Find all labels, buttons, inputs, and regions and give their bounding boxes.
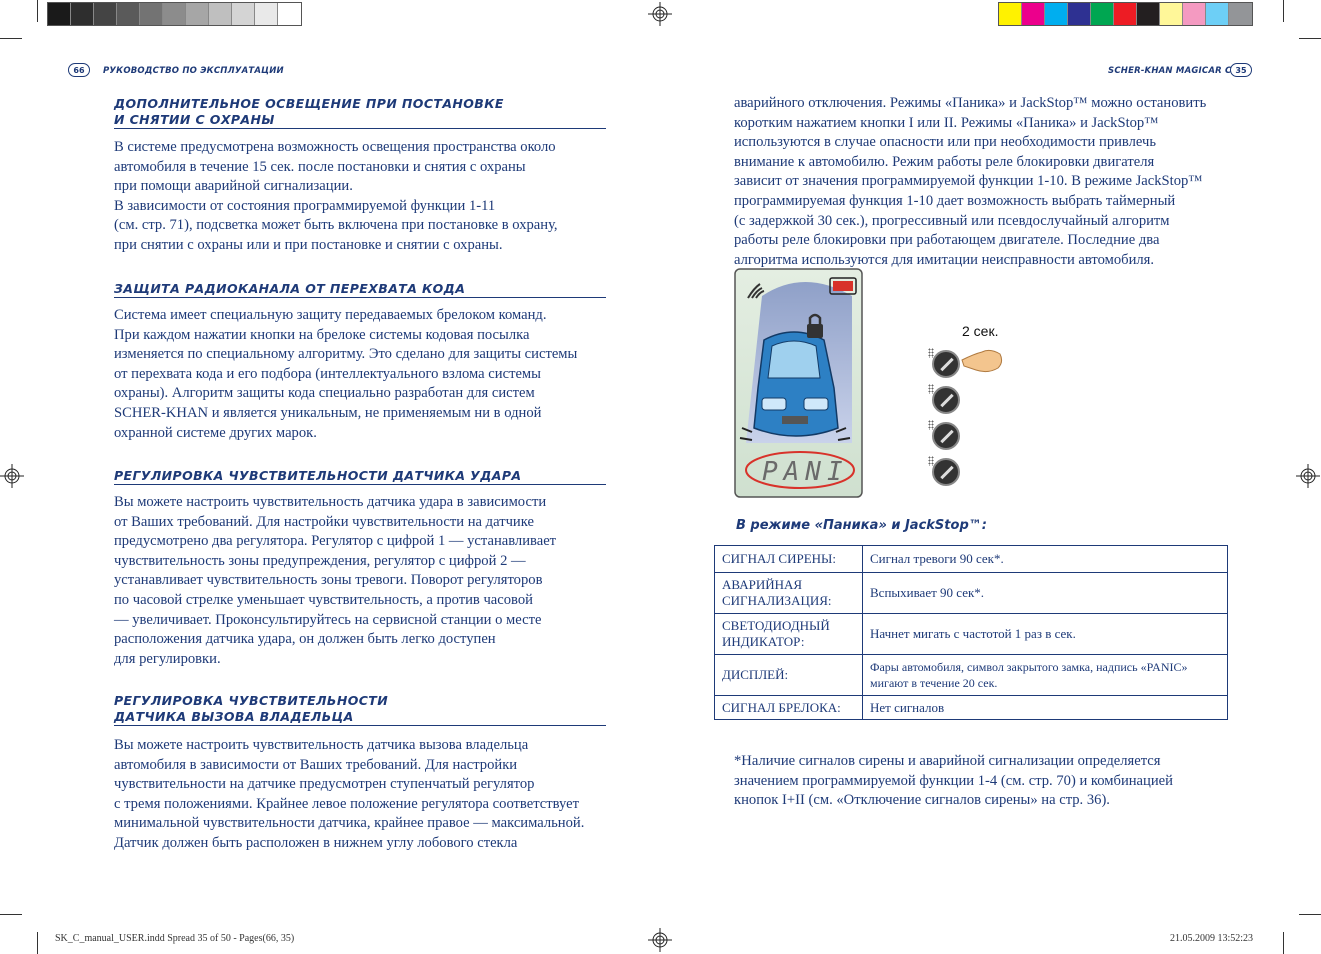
section-text: Вы можете настроить чувствительность датчика удара в зависимости от Ваших требований. Для настройки чувствительности на датчике предусмотрено два регулятора. Регулятор с цифрой 1 — устанавливает чувствительность зоны предупреждения, регулятор с цифрой 2 — устанавливает чувствительность зоны тревоги. Поворот регуляторов по часовой стрелке уменьшает чувствительность, а против часовой — увеличивает. Проконсультируйтесь на сервисной станции о месте расположения датчика удара, он должен быть легко доступен для регулировки. [114, 494, 557, 667]
registration-mark-icon [0, 464, 24, 488]
table-title: В режиме «Паника» и JackStop™: [736, 518, 987, 533]
right-page-number: 35 [1230, 63, 1252, 77]
color-swatch [209, 3, 232, 25]
color-swatch [999, 3, 1022, 25]
table-key: АВАРИЙНАЯ СИГНАЛИЗАЦИЯ: [715, 573, 863, 614]
color-swatch [71, 3, 94, 25]
table-key: СВЕТОДИОДНЫЙ ИНДИКАТОР: [715, 614, 863, 655]
section-heading: ЗАЩИТА РАДИОКАНАЛА ОТ ПЕРЕХВАТА КОДА [114, 281, 606, 298]
color-swatch [1022, 3, 1045, 25]
crop-mark [0, 38, 22, 39]
table-value: Нет сигналов [863, 696, 1228, 720]
table-value: Вспыхивает 90 сек*. [863, 573, 1228, 614]
left-page-number: 66 [68, 63, 90, 77]
registration-mark-icon [648, 2, 672, 26]
table-key: СИГНАЛ СИРЕНЫ: [715, 546, 863, 573]
color-swatch [140, 3, 163, 25]
crop-mark [1299, 914, 1321, 915]
table-row [715, 546, 1228, 573]
table-row [715, 614, 1228, 655]
fob-button-icon [932, 458, 960, 486]
fob-button-row [928, 456, 968, 490]
color-swatch [1137, 3, 1160, 25]
fob-button-icon [932, 386, 960, 414]
fob-button-row [928, 384, 968, 418]
table-key: ДИСПЛЕЙ: [715, 655, 863, 696]
fob-button-icon [932, 350, 960, 378]
table-value: Фары автомобиля, символ закрытого замка, надпись «PANIC» мигают в течение 20 сек. [863, 655, 1228, 696]
table-key: СИГНАЛ БРЕЛОКА: [715, 696, 863, 720]
lcd-panic-text: PANI [762, 457, 849, 487]
color-swatch [1045, 3, 1068, 25]
crop-mark [1299, 38, 1321, 39]
fob-button-icon [932, 422, 960, 450]
section-heading: РЕГУЛИРОВКА ЧУВСТВИТЕЛЬНОСТИ ДАТЧИКА УДАРА [114, 468, 606, 485]
fob-button-row [928, 348, 968, 382]
color-swatch [278, 3, 301, 25]
crop-mark [37, 0, 38, 22]
crop-mark [0, 914, 22, 915]
color-swatch [117, 3, 140, 25]
color-swatch [1114, 3, 1137, 25]
color-swatch [1091, 3, 1114, 25]
right-running-head: SCHER-KHAN MAGICAR C [1108, 66, 1232, 76]
table-value: Сигнал тревоги 90 сек*. [863, 546, 1228, 573]
color-swatch [1068, 3, 1091, 25]
color-swatch [1229, 3, 1252, 25]
section-heading: РЕГУЛИРОВКА ЧУВСТВИТЕЛЬНОСТИ ДАТЧИКА ВЫЗОВА ВЛАДЕЛЬЦА [114, 693, 606, 726]
crop-mark [1283, 0, 1284, 22]
slug-file-info: SK_C_manual_USER.indd Spread 35 of 50 - Pages(66, 35) [55, 933, 295, 944]
color-swatch [48, 3, 71, 25]
section-heading: ДОПОЛНИТЕЛЬНОЕ ОСВЕЩЕНИЕ ПРИ ПОСТАНОВКЕ И СНЯТИИ С ОХРАНЫ [114, 96, 606, 129]
slug-timestamp: 21.05.2009 13:52:23 [1170, 933, 1254, 944]
table-row [715, 696, 1228, 720]
grayscale-color-bar [47, 2, 302, 26]
color-swatch [232, 3, 255, 25]
footnote: *Наличие сигналов сирены и аварийной сигнализации определяется значением программируемой функции 1-4 (см. стр. 70) и комбинацией кнопок I+II (см. «Отключение сигналов сирены» на стр. 36). [734, 753, 1173, 809]
left-running-head: РУКОВОДСТВО ПО ЭКСПЛУАТАЦИИ [103, 66, 284, 76]
section-text: Вы можете настроить чувствительность датчика вызова владельца автомобиля в зависимости от Ваших требований. Для настройки чувствительности на датчике предусмотрен ступенчатый регулятор с тремя положениями. Крайнее левое положение регулятора соответствует минимальной чувствительности датчика, крайнее правое — максимальной. Датчик должен быть расположен в нижнем углу лобового стекла [114, 737, 585, 851]
registration-mark-icon [648, 928, 672, 952]
registration-mark-icon [1296, 464, 1320, 488]
crop-mark [37, 932, 38, 954]
process-color-bar [998, 2, 1253, 26]
color-swatch [255, 3, 278, 25]
color-swatch [1160, 3, 1183, 25]
color-swatch [163, 3, 186, 25]
press-duration-label: 2 сек. [962, 323, 999, 339]
crop-mark [1283, 932, 1284, 954]
section-text: Система имеет специальную защиту передаваемых брелоком команд. При каждом нажатии кнопки на брелоке системы кодовая посылка изменяется по специальному алгоритму. Это сделано для защиты системы от перехвата кода и его подбора (интеллектуального взлома системы охраны). Алгоритм защиты кода специально разработан для систем SCHER-KHAN и является уникальным, не применяемым ни в одной охранной системе других марок. [114, 307, 578, 441]
color-swatch [94, 3, 117, 25]
color-swatch [1183, 3, 1206, 25]
table-row [715, 573, 1228, 614]
panic-mode-signals-table [714, 545, 1228, 720]
table-row [715, 655, 1228, 696]
color-swatch [186, 3, 209, 25]
color-swatch [1206, 3, 1229, 25]
section-text: В системе предусмотрена возможность освещения пространства около автомобиля в течение 15 сек. после постановки и снятия с охраны при помощи аварийной сигнализации. В зависимости от состояния программируемой функции 1-11 (см. стр. 71), подсветка может быть включена при постановке в охрану, при снятии с охраны или и при постановке и снятии с охраны. [114, 139, 558, 253]
fob-button-row [928, 420, 968, 454]
table-value: Начнет мигать с частотой 1 раз в сек. [863, 614, 1228, 655]
intro-text: аварийного отключения. Режимы «Паника» и JackStop™ можно остановить коротким нажатием кнопки I или II. Режимы «Паника» и JackStop™ используются в случае опасности или при необходимости привлечь внимание к автомобилю. Режим работы реле блокировки двигателя зависит от значения программируемой функции 1-10. В режиме JackStop™ программируемая функция 1-10 дает возможность выбрать таймерный (с задержкой 30 сек.), прогрессивный или псевдослучайный алгоритм работы реле блокировки при работающем двигателе. Последние два алгоритма используются для имитации неисправности автомобиля. [734, 95, 1207, 268]
